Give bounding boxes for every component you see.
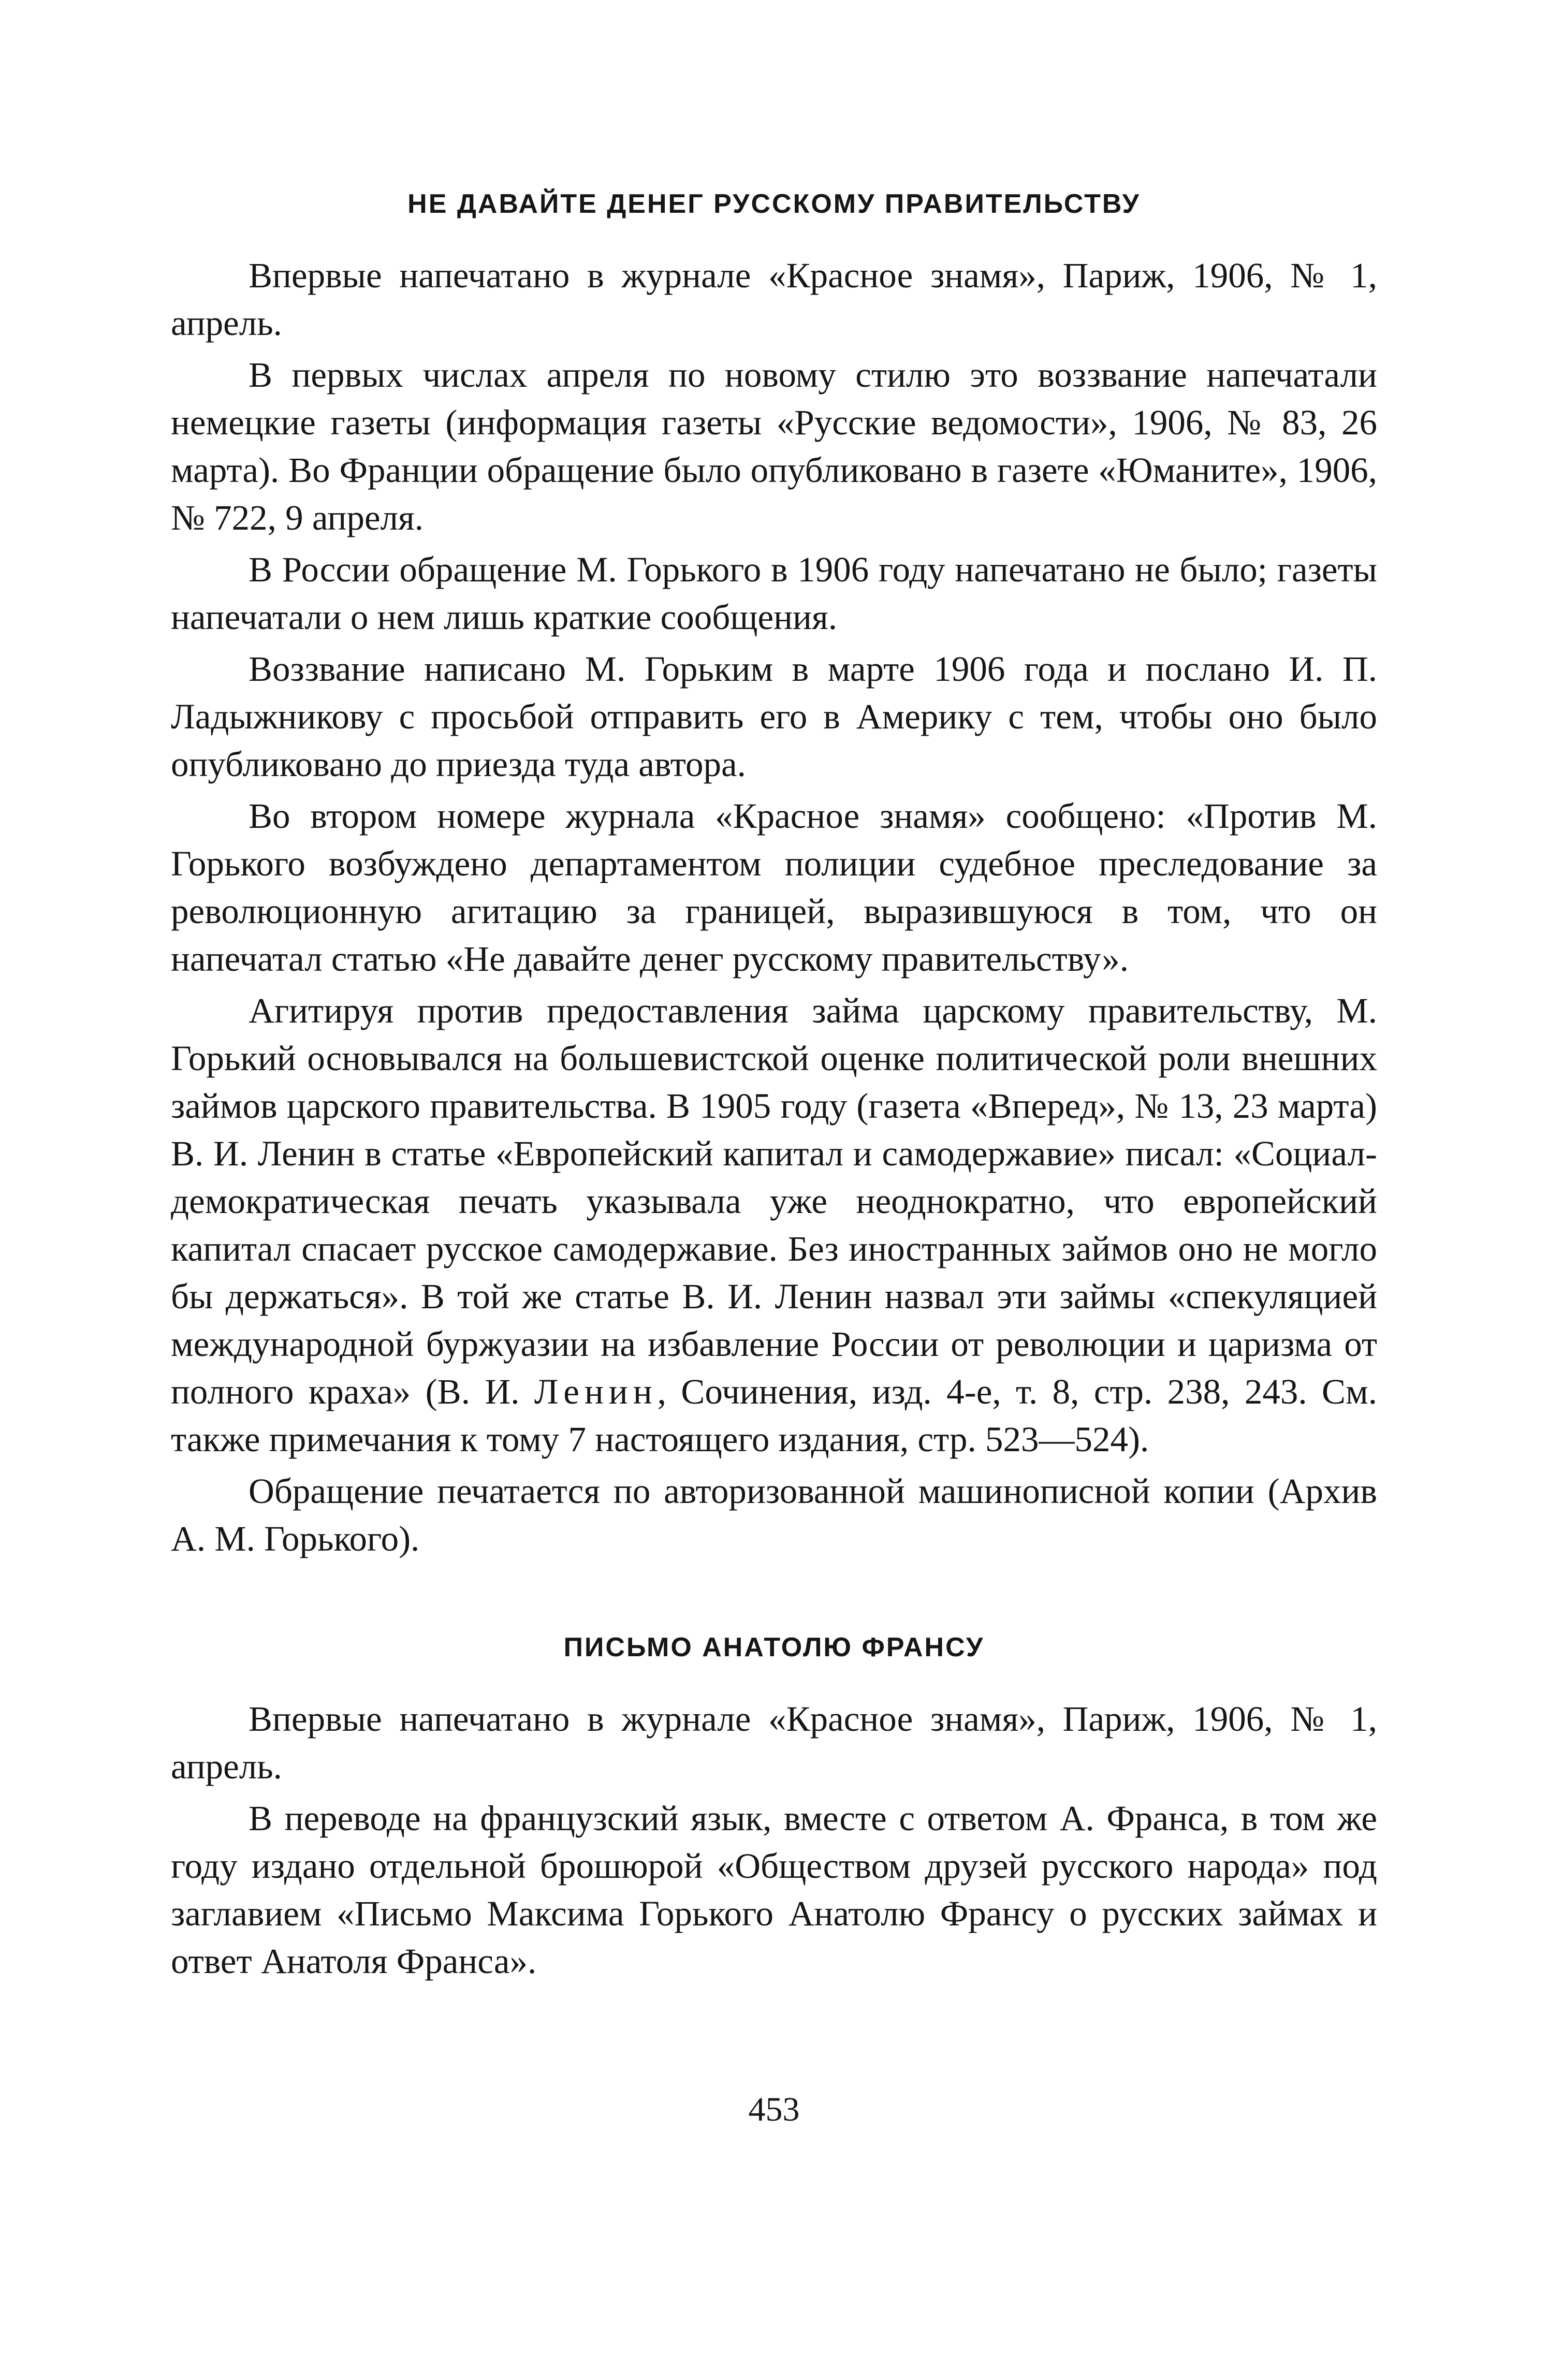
note-paragraph: Обращение печатается по авторизованной машинописной копии (Архив А. М. Горького). <box>171 1471 1377 1558</box>
note-paragraph: Впервые напечатано в журнале «Красное знамя», Париж, 1906, № 1, апрель. <box>171 1699 1377 1786</box>
section-heading: ПИСЬМО АНАТОЛЮ ФРАНСУ <box>563 1632 985 1662</box>
page-number: 453 <box>748 2091 800 2128</box>
notes-section-letter-to-france <box>171 1625 1377 1985</box>
note-paragraph: Во втором номере журнала «Красное знамя» сообщено: «Против М. Горького возбуждено департаментом полиции судебное преследование за революционную агитацию за границей, выразившуюся в том, что он напечатал статью «Не давайте денег русскому правительству». <box>171 796 1377 979</box>
note-paragraph: В России обращение М. Горького в 1906 году напечатано не было; газеты напечатали о нем лишь краткие сообщения. <box>171 550 1377 637</box>
note-paragraph: Впервые напечатано в журнале «Красное знамя», Париж, 1906, № 1, апрель. <box>171 256 1377 343</box>
notes-section-dont-give-money <box>171 181 1377 1563</box>
note-paragraph: В первых числах апреля по новому стилю это воззвание напечатали немецкие газеты (информация газеты «Русские ведомости», 1906, № 83, 26 марта). Во Франции обращение было опубликовано в газете «Юманите», 1906, № 722, 9 апреля. <box>171 355 1377 537</box>
spaced-author-name: Ленин <box>534 1372 658 1411</box>
paragraph-text: , Сочинения, изд. 4-е, т. 8, стр. 238, 243. См. также примечания к тому 7 настоящего издания, стр. 523—524). <box>171 1372 1377 1459</box>
note-paragraph: В переводе на французский язык, вместе с ответом А. Франса, в том же году издано отдельной брошюрой «Обществом друзей русского народа» под заглавием «Письмо Максима Горького Анатолю Франсу о русских займах и ответ Анатоля Франса». <box>171 1799 1377 1981</box>
paragraph-text: Агитируя против предоставления займа царскому правительству, М. Горький основывался на большевистской оценке политической роли внешних займов царского правительства. В 1905 году (газета «Вперед», № 13, 23 марта) В. И. Ленин в статье «Европейский капитал и самодержавие» писал: «Социал-демократическая печать указывала уже неоднократно, что европейский капитал спасает русское самодержавие. Без иностранных займов оно не могло бы держаться». В той же статье В. И. Ленин назвал эти займы «спекуляцией международной буржуазии на избавление России от революции и царизма от полного краха» (В. И. <box>171 991 1377 1411</box>
section-heading: НЕ ДАВАЙТЕ ДЕНЕГ РУССКОМУ ПРАВИТЕЛЬСТВУ <box>407 189 1141 219</box>
book-page <box>171 171 1377 2242</box>
note-paragraph: Воззвание написано М. Горьким в марте 1906 года и послано И. П. Ладыжникову с просьбой отправить его в Америку с тем, чтобы оно было опубликовано до приезда туда автора. <box>171 649 1377 784</box>
note-paragraph-lenin-quote <box>171 987 1377 1463</box>
